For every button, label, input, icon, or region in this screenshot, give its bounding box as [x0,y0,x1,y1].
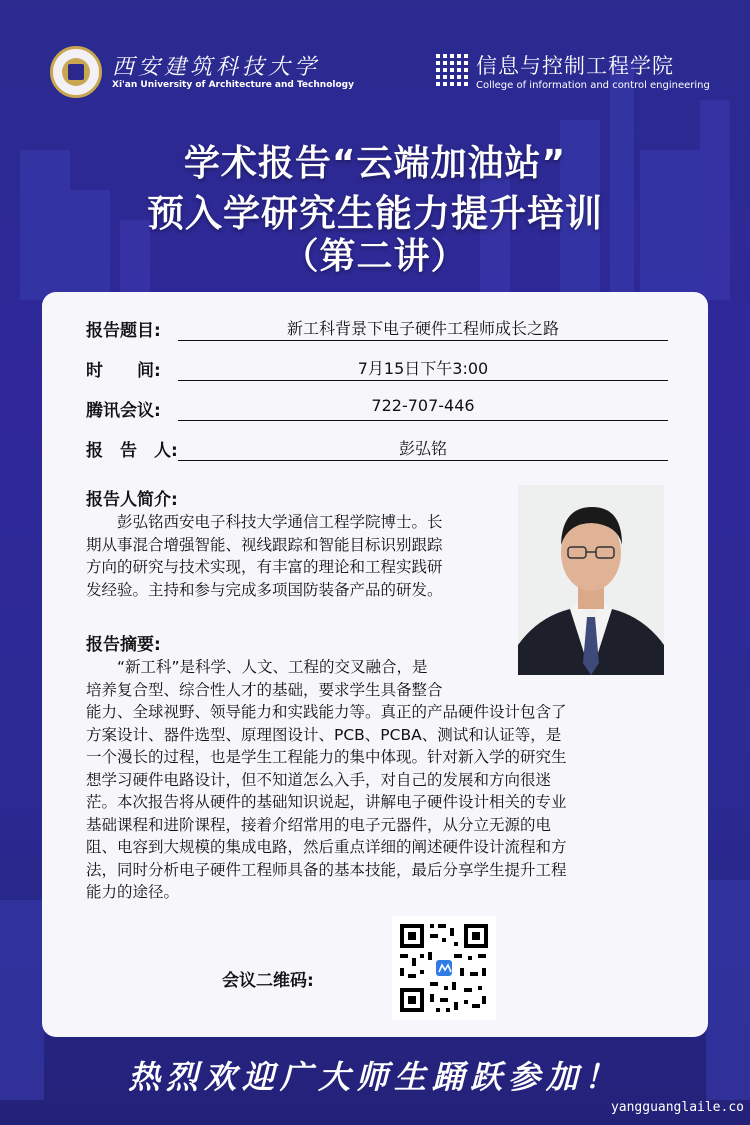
title-line-2: 预入学研究生能力提升培训 [147,192,603,235]
info-label: 报告题目: [86,321,161,341]
meeting-qr-code[interactable] [392,916,496,1020]
info-label: 报 告 人: [86,441,178,461]
info-row-topic [86,316,668,342]
university-name-en: Xi'an University of Architecture and Technology [112,80,354,90]
info-row-time [86,356,668,382]
bio-text [86,511,518,601]
info-row-speaker [86,436,668,462]
abstract-line: 法，同时分析电子硬件工程师具备的基本技能，最后分享学生提升工程 [86,860,567,879]
abstract-line: 方案设计、器件选型、原理图设计、PCB、PCBA、测试和认证等，是 [86,725,562,744]
title-line-3: （第二讲） [282,236,468,277]
header [0,0,750,110]
abstract-line: 一个漫长的过程，也是学生工程能力的集中体现。针对新入学的研究生 [86,748,567,766]
info-label: 时 间: [86,361,161,381]
abstract-line: 茫。本次报告将从硬件的基础知识说起，讲解电子硬件设计相关的专业 [86,793,567,811]
info-value: 7月15日下午3:00 [178,356,668,381]
abstract-line: 阻、电容到大规模的集成电路，然后重点详细的阐述硬件设计流程和方 [86,838,567,856]
footer-slogan: 热烈欢迎广大师生踊跃参加！ [127,1058,622,1096]
bio-line: 发经验。主持和参与完成多项国防装备产品的研发。 [86,580,443,599]
info-value: 722-707-446 [178,396,668,421]
info-row-meeting [86,396,668,422]
info-card [42,292,708,1037]
abstract-line: 能力的途径。 [86,883,180,901]
qr-label: 会议二维码: [222,971,314,991]
info-value: 新工科背景下电子硬件工程师成长之路 [178,316,668,341]
college-name-en: College of information and control engineering [476,80,710,91]
abstract-title: 报告摘要: [86,635,161,655]
abstract-line: “新工科”是科学、人文、工程的交叉融合，是 [86,658,428,676]
bio-line: 彭弘铭西安电子科技大学通信工程学院博士。长 [86,513,443,531]
university-name: 西安建筑科技大学 [112,55,321,80]
abstract-line: 能力、全球视野、领导能力和实践能力等。真正的产品硬件设计包含了 [86,703,567,721]
abstract-line: 基础课程和进阶课程，接着介绍常用的电子元器件，从分立无源的电 [86,815,552,834]
info-label: 腾讯会议: [86,401,161,421]
university-logo [50,46,102,98]
bio-line: 方向的研究与技术实现，有丰富的理论和工程实践研 [86,558,443,576]
title-line-1: 学术报告“云端加油站” [183,143,567,184]
speaker-photo [518,485,664,675]
college-name: 信息与控制工程学院 [476,54,674,78]
bio-title: 报告人简介: [86,490,178,510]
college-grid-icon [436,54,470,88]
bio-line: 期从事混合增强智能、视线跟踪和智能目标识别跟踪 [86,535,443,554]
watermark: yangguanglaile.co [610,1100,744,1115]
abstract-line: 培养复合型、综合性人才的基础，要求学生具备整合 [86,680,443,699]
abstract-text [86,656,668,904]
abstract-line: 想学习硬件电路设计，但不知道怎么入手，对自己的发展和方向很迷 [86,770,552,789]
info-value: 彭弘铭 [178,436,668,461]
